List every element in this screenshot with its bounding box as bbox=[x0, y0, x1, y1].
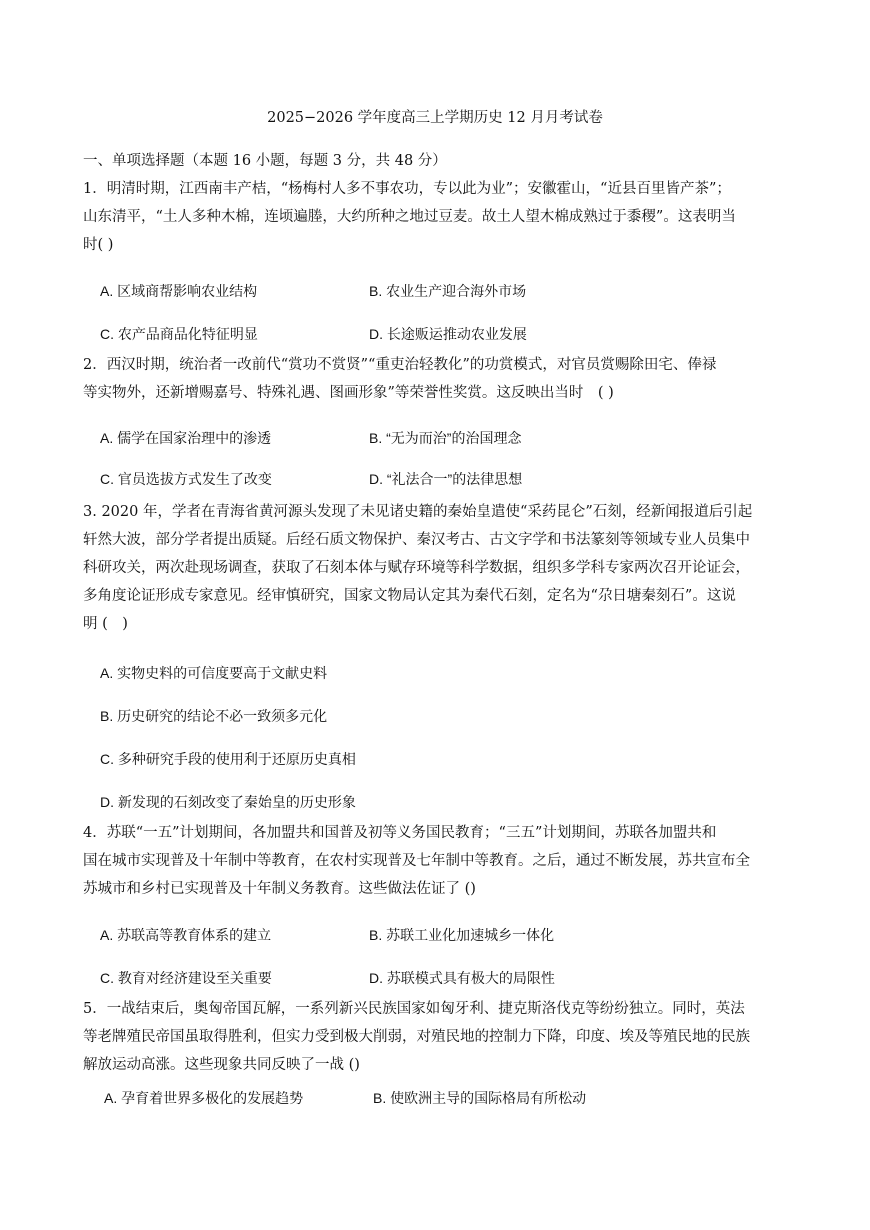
question-line: 明 ( ) bbox=[83, 616, 128, 632]
question-line: 轩然大波，部分学者提出质疑。后经石质文物保护、秦汉考古、古文字学和书法篆刻等领域专业人员集中 bbox=[83, 532, 750, 548]
question-line: 时( ) bbox=[83, 237, 114, 253]
question-line: 3. 2020 年，学者在青海省黄河源头发现了未见诸史籍的秦始皇遣使“采药昆仑”石刻，经新闻报道后引起 bbox=[83, 504, 753, 520]
question-line: 2．西汉时期，统治者一改前代“赏功不赏贤”“重吏治轻教化”的功赏模式，对官员赏赐除田宅、俸禄 bbox=[83, 357, 717, 373]
question-3-option-d: D. 新发现的石刻改变了秦始皇的历史形象 bbox=[100, 794, 356, 810]
question-1-stem bbox=[83, 175, 790, 259]
question-line: 国在城市实现普及十年制中等教育，在农村实现普及七年制中等教育。之后，通过不断发展，苏共宣布全 bbox=[83, 853, 750, 869]
question-4-option-c: C. 教育对经济建设至关重要 bbox=[100, 970, 272, 986]
question-line: 科研攻关，两次赴现场调查，获取了石刻本体与赋存环境等科学数据，组织多学科专家两次召开论证会， bbox=[83, 560, 750, 576]
question-5-stem bbox=[83, 995, 790, 1079]
question-5-option-b: B. 使欧洲主导的国际格局有所松动 bbox=[373, 1090, 587, 1106]
question-line: 苏城市和乡村已实现普及十年制义务教育。这些做法佐证了 () bbox=[83, 881, 476, 897]
question-3-option-b: B. 历史研究的结论不必一致须多元化 bbox=[100, 708, 328, 724]
question-line: 多角度论证形成专家意见。经审慎研究，国家文物局认定其为秦代石刻，定名为“尕日塘秦刻石”。这说 bbox=[83, 588, 736, 604]
question-4-option-d: D. 苏联模式具有极大的局限性 bbox=[369, 970, 555, 986]
question-line: 等老牌殖民帝国虽取得胜利，但实力受到极大削弱，对殖民地的控制力下降，印度、埃及等殖民地的民族 bbox=[83, 1029, 750, 1045]
question-4-option-b: B. 苏联工业化加速城乡一体化 bbox=[369, 927, 555, 943]
question-line: 解放运动高涨。这些现象共同反映了一战 () bbox=[83, 1057, 360, 1073]
question-line: 1．明清时期，江西南丰产桔，“杨梅村人多不事农功，专以此为业”；安徽霍山，“近县百里皆产茶”； bbox=[83, 181, 731, 197]
question-1-option-b: B. 农业生产迎合海外市场 bbox=[369, 283, 527, 299]
exam-title: 2025−2026 学年度高三上学期历史 12 月月考试卷 bbox=[267, 110, 603, 126]
question-2-option-a: A. 儒学在国家治理中的渗透 bbox=[100, 430, 272, 446]
question-2-option-b: B. “无为而治”的治国理念 bbox=[369, 430, 522, 446]
question-2-option-c: C. 官员选拔方式发生了改变 bbox=[100, 471, 272, 487]
question-line: 等实物外，还新增赐嘉号、特殊礼遇、图画形象”等荣誉性奖赏。这反映出当时 ( ) bbox=[83, 385, 614, 401]
question-line: 山东清平，“土人多种木棉，连顷遍塍，大约所种之地过豆麦。故土人望木棉成熟过于黍稷”。这表明当 bbox=[83, 209, 736, 225]
question-4-stem bbox=[83, 819, 790, 903]
question-3-option-c: C. 多种研究手段的使用利于还原历史真相 bbox=[100, 751, 356, 767]
question-2-option-d: D. “礼法合一”的法律思想 bbox=[369, 471, 523, 487]
question-1-option-c: C. 农产品商品化特征明显 bbox=[100, 326, 258, 342]
question-3-stem bbox=[83, 498, 790, 638]
question-1-option-d: D. 长途贩运推动农业发展 bbox=[369, 326, 527, 342]
question-5-option-a: A. 孕育着世界多极化的发展趋势 bbox=[104, 1090, 304, 1106]
question-line: 4．苏联“一五”计划期间，各加盟共和国普及初等义务国民教育；“三五”计划期间，苏联各加盟共和 bbox=[83, 825, 717, 841]
question-1-option-a: A. 区域商帮影响农业结构 bbox=[100, 283, 258, 299]
question-4-option-a: A. 苏联高等教育体系的建立 bbox=[100, 927, 272, 943]
question-3-option-a: A. 实物史料的可信度要高于文献史料 bbox=[100, 665, 328, 681]
question-line: 5．一战结束后，奥匈帝国瓦解，一系列新兴民族国家如匈牙利、捷克斯洛伐克等纷纷独立。同时，英法 bbox=[83, 1001, 745, 1017]
question-2-stem bbox=[83, 351, 790, 407]
section-heading: 一、单项选择题（本题 16 小题，每题 3 分，共 48 分） bbox=[83, 153, 447, 169]
